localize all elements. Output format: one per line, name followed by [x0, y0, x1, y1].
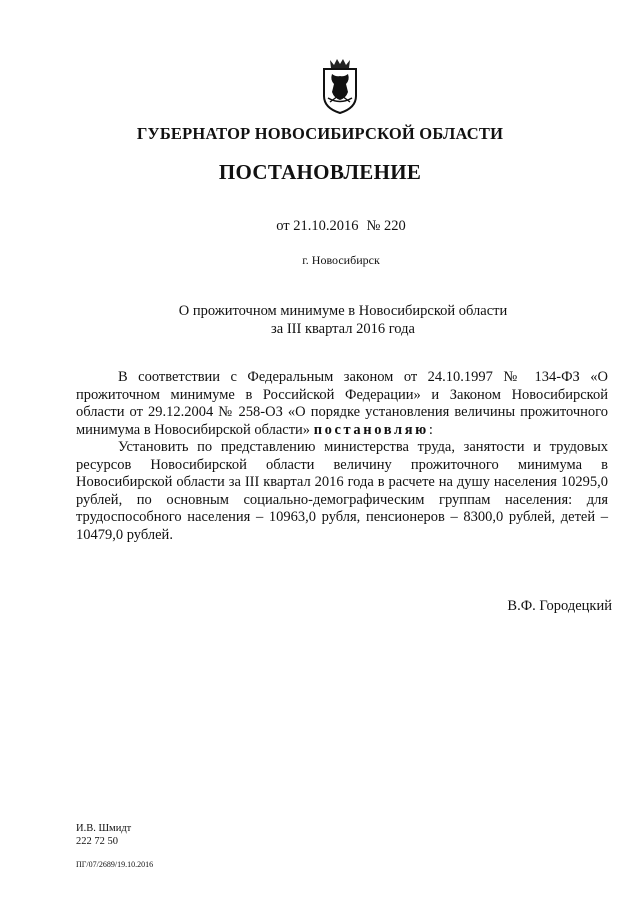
- paragraph-1-end: :: [428, 421, 433, 438]
- authority-heading: ГУБЕРНАТОР НОВОСИБИРСКОЙ ОБЛАСТИ: [136, 124, 504, 143]
- document-body: [76, 369, 608, 544]
- decree-word: постановляю: [313, 421, 429, 438]
- paragraph-1-text: В соответствии с Федеральным законом от 24.10.1997 № 134-ФЗ «О прожиточном минимуме в Российской Федерации» и Законом Новосибирской области от 29.12.2004 № 258-ОЗ «О порядке установления величины прожиточного минимума в Новосибирской области»: [76, 369, 608, 438]
- coat-of-arms-emblem: [318, 58, 362, 114]
- city-line: г. Новосибирск: [302, 253, 380, 267]
- document-date: от 21.10.2016: [276, 218, 359, 234]
- title-line-1: О прожиточном минимуме в Новосибирской области: [178, 303, 508, 319]
- paragraph-2: Установить по представлению министерства труда, занятости и трудовых ресурсов Новосибирской области величину прожиточного минимума в Новосибирской области за III квартал 2016 года в расчете на душу населения 10295,0 рублей, по основным социально-демографическим группам населения: для трудоспособного населения – 10963,0 рубля, пенсионеров – 8300,0 рублей, детей – 10479,0 рублей.: [76, 439, 608, 543]
- executor-phone: 222 72 50: [76, 836, 118, 847]
- executor-name: И.В. Шмидт: [76, 823, 132, 834]
- document-number: № 220: [366, 218, 406, 234]
- executor-block: [76, 822, 131, 848]
- document-title: [0, 302, 640, 338]
- paragraph-1: [76, 369, 608, 439]
- title-line-2: за III квартал 2016 года: [271, 321, 415, 337]
- date-number-line: [0, 218, 640, 235]
- signature: В.Ф. Городецкий: [507, 598, 612, 614]
- registration-number: ПГ/07/2689/19.10.2016: [76, 860, 154, 869]
- document-type-heading: ПОСТАНОВЛЕНИЕ: [218, 160, 422, 184]
